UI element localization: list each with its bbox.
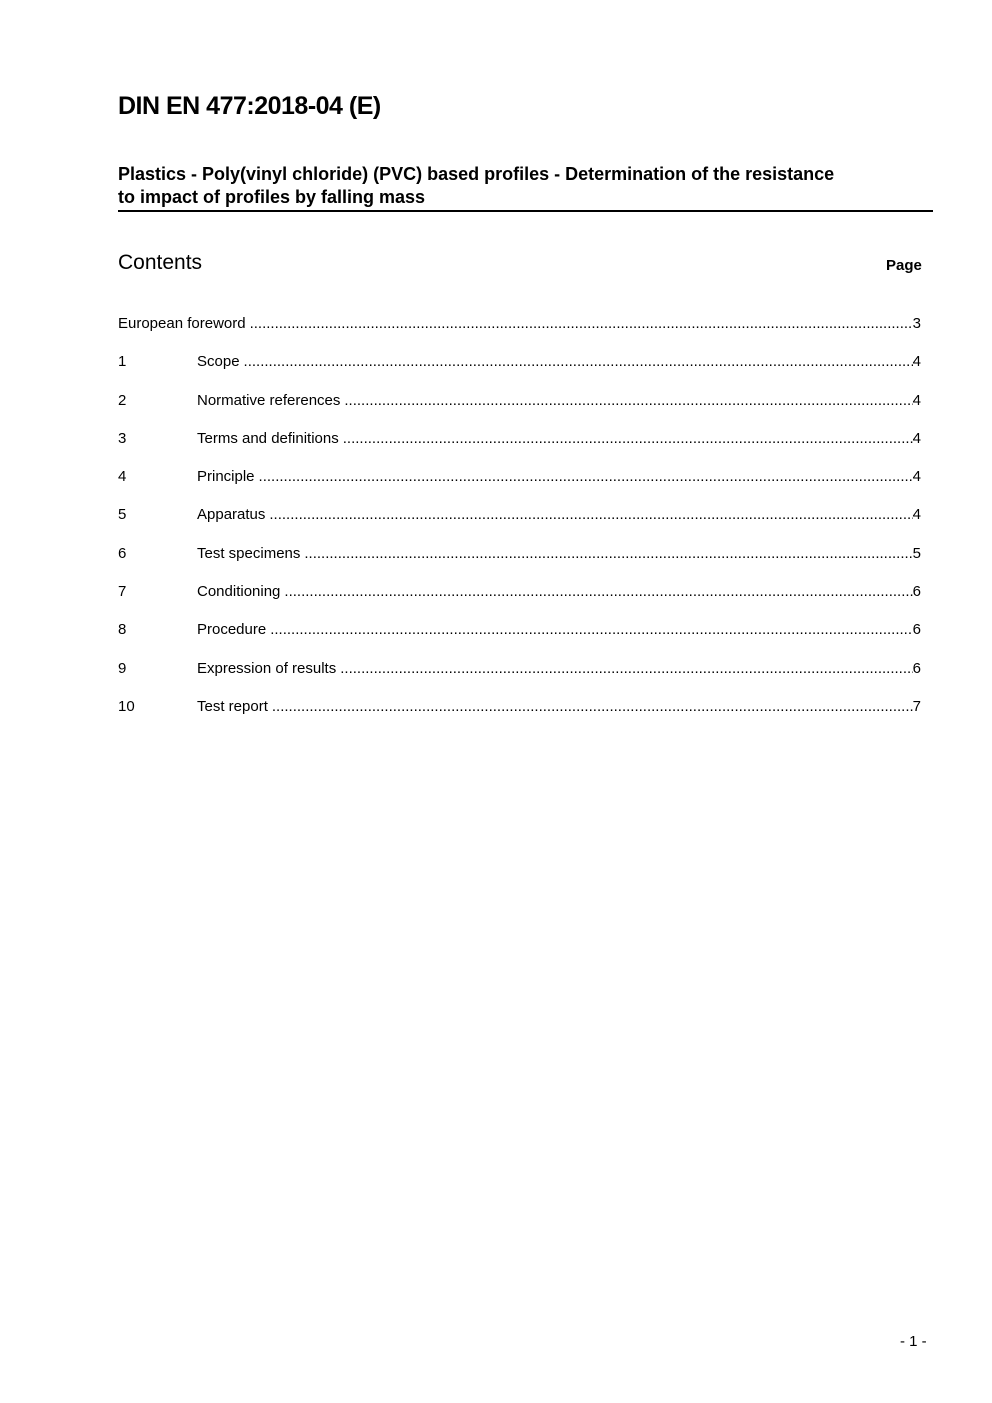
- toc-entry-number: 3: [118, 429, 127, 447]
- toc-entry-number: 10: [118, 697, 135, 715]
- toc-entry-scope[interactable]: [118, 353, 921, 391]
- toc-entry-apparatus[interactable]: [118, 506, 921, 544]
- toc-entry-number: 9: [118, 659, 127, 677]
- toc-entry-number: 2: [118, 391, 127, 409]
- toc-entry-label: Expression of results: [197, 659, 337, 677]
- table-of-contents: [118, 315, 921, 736]
- page-column-label: Page: [886, 257, 922, 274]
- toc-leader-dots: [269, 506, 912, 523]
- toc-entry-page: 3: [912, 315, 921, 332]
- contents-heading: Contents: [118, 251, 203, 274]
- toc-entry-terms-and-definitions[interactable]: [118, 430, 921, 468]
- toc-entry-page: 4: [912, 468, 921, 486]
- toc-entry-number: 7: [118, 583, 127, 601]
- toc-entry-label: Scope: [197, 353, 240, 371]
- toc-entry-page: 6: [912, 659, 921, 677]
- toc-entry-label: Test report: [197, 697, 268, 715]
- toc-leader-dots: [344, 392, 912, 409]
- toc-entry-label: Principle: [197, 468, 255, 486]
- toc-entry-label: Normative references: [197, 391, 341, 409]
- document-title-line-2: to impact of profiles by falling mass: [118, 187, 426, 207]
- toc-entry-page: 4: [912, 391, 921, 409]
- toc-leader-dots: [244, 353, 913, 370]
- toc-leader-dots: [259, 468, 913, 485]
- toc-entry-conditioning[interactable]: [118, 583, 921, 621]
- toc-entry-label: European foreword: [118, 315, 246, 332]
- toc-entry-expression-of-results[interactable]: [118, 660, 921, 698]
- toc-entry-normative-references[interactable]: [118, 392, 921, 430]
- toc-leader-dots: [250, 315, 913, 332]
- toc-entry-test-specimens[interactable]: [118, 545, 921, 583]
- toc-entry-number: 5: [118, 506, 127, 524]
- toc-leader-dots: [343, 430, 913, 447]
- toc-entry-page: 7: [912, 697, 921, 715]
- document-title-line-1: Plastics - Poly(vinyl chloride) (PVC) based profiles - Determination of the resistance: [118, 164, 835, 184]
- page-number: - 1 -: [900, 1333, 927, 1350]
- document-title: [118, 163, 933, 212]
- toc-entry-page: 5: [912, 544, 921, 562]
- toc-entry-page: 4: [912, 506, 921, 524]
- toc-entry-principle[interactable]: [118, 468, 921, 506]
- toc-entry-number: 4: [118, 468, 127, 486]
- document-id: DIN EN 477:2018-04 (E): [118, 92, 381, 120]
- toc-entry-label: Conditioning: [197, 583, 281, 601]
- toc-leader-dots: [272, 698, 913, 715]
- toc-leader-dots: [270, 621, 912, 638]
- toc-entry-page: 6: [912, 583, 921, 601]
- toc-entry-page: 6: [912, 621, 921, 639]
- toc-entry-label: Apparatus: [197, 506, 266, 524]
- toc-entry-label: Procedure: [197, 621, 267, 639]
- toc-entry-label: Test specimens: [197, 544, 301, 562]
- toc-entry-page: 4: [912, 429, 921, 447]
- toc-entry-european-foreword[interactable]: [118, 315, 921, 353]
- toc-leader-dots: [340, 660, 912, 677]
- toc-entry-label: Terms and definitions: [197, 429, 339, 447]
- toc-entry-number: 6: [118, 544, 127, 562]
- toc-entry-test-report[interactable]: [118, 698, 921, 736]
- toc-leader-dots: [304, 545, 912, 562]
- toc-leader-dots: [284, 583, 912, 600]
- toc-entry-page: 4: [912, 353, 921, 371]
- toc-entry-procedure[interactable]: [118, 621, 921, 659]
- toc-entry-number: 8: [118, 621, 127, 639]
- toc-entry-number: 1: [118, 353, 127, 371]
